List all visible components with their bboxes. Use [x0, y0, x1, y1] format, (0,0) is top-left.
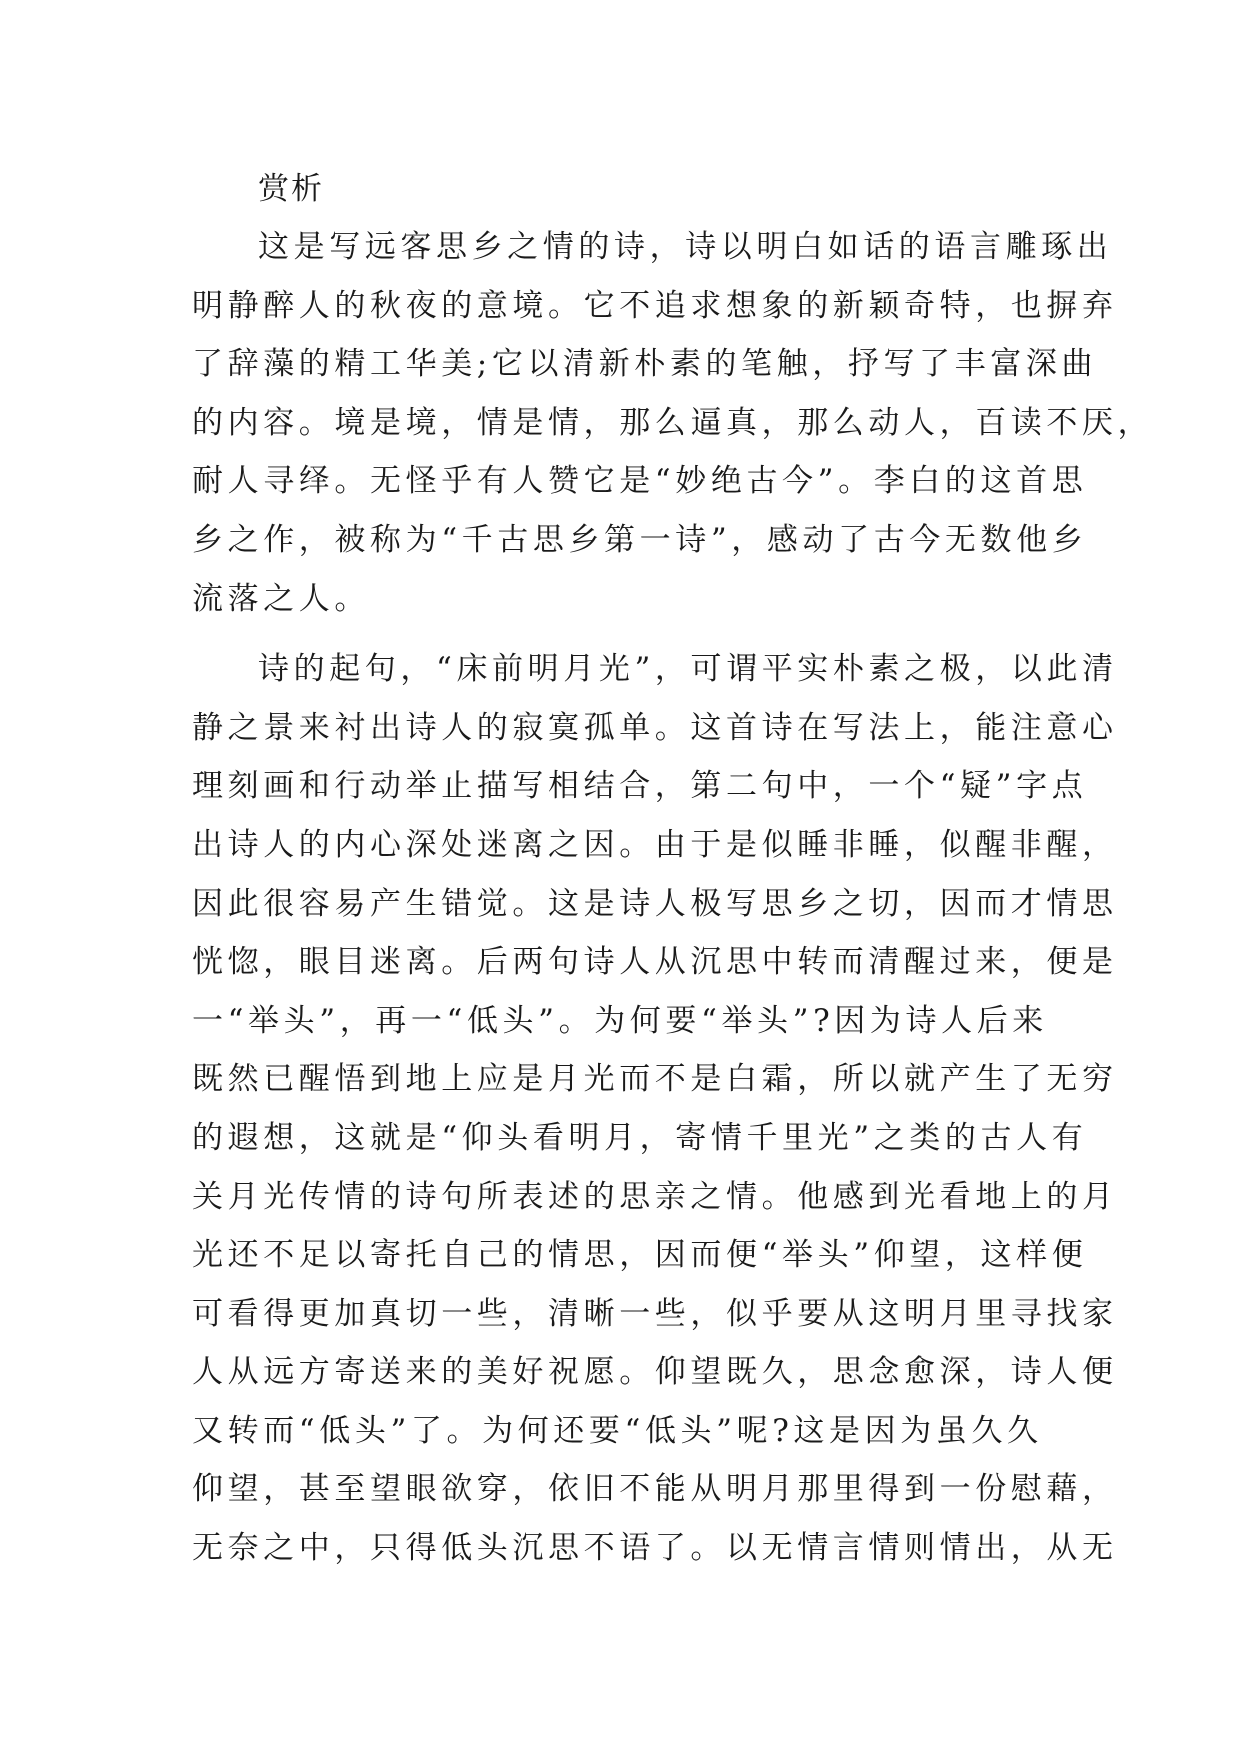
paragraph-line: 了辞藻的精工华美;它以清新朴素的笔触，抒写了丰富深曲: [192, 346, 1098, 383]
paragraph-line: 又转而“低头”了。为何还要“低头”呢?这是因为虽久久: [192, 1412, 1043, 1449]
paragraph-line: 耐人寻绎。无怪乎有人赞它是“妙绝古今”。李白的这首思: [192, 463, 1088, 500]
paragraph-line: 仰望，甚至望眼欲穿，依旧不能从明月那里得到一份慰藉，: [192, 1471, 1118, 1508]
paragraph-line: 的遐想，这就是“仰头看明月，寄情千里光”之类的古人有: [192, 1119, 1088, 1156]
paragraph-line: 关月光传情的诗句所表述的思亲之情。他感到光看地上的月: [192, 1178, 1118, 1215]
paragraph-line: 无奈之中，只得低头沉思不语了。以无情言情则情出，从无: [192, 1530, 1118, 1567]
paragraph-2: [192, 640, 1118, 1578]
paragraph-line: 的内容。境是境，情是情，那么逼真，那么动人，百读不厌，: [192, 404, 1154, 441]
document-page: [192, 160, 1154, 1578]
paragraph-line: 明静醉人的秋夜的意境。它不追求想象的新颖奇特，也摒弃: [192, 287, 1118, 324]
paragraph-line: 出诗人的内心深处迷离之因。由于是似睡非睡，似醒非醒，: [192, 826, 1118, 863]
paragraph-gap: [192, 628, 1052, 640]
paragraph-line: 可看得更加真切一些，清晰一些，似乎要从这明月里寻找家: [192, 1295, 1118, 1332]
paragraph-line: 一“举头”，再一“低头”。为何要“举头”?因为诗人后来: [192, 1002, 1048, 1039]
paragraph-line: 因此很容易产生错觉。这是诗人极写思乡之切，因而才情思: [192, 885, 1118, 922]
paragraph-line: 理刻画和行动举止描写相结合，第二句中，一个“疑”字点: [192, 768, 1088, 805]
paragraph-line: 既然已醒悟到地上应是月光而不是白霜，所以就产生了无穷: [192, 1061, 1118, 1098]
paragraph-line: 恍惚，眼目迷离。后两句诗人从沉思中转而清醒过来，便是: [192, 944, 1118, 981]
paragraph-line: 人从远方寄送来的美好祝愿。仰望既久，思念愈深，诗人便: [192, 1354, 1118, 1391]
section-heading: 赏析: [258, 171, 324, 207]
paragraph-1: [192, 218, 1154, 628]
paragraph-line: 乡之作，被称为“千古思乡第一诗”，感动了古今无数他乡: [192, 521, 1088, 558]
paragraph-line: 光还不足以寄托自己的情思，因而便“举头”仰望，这样便: [192, 1237, 1088, 1274]
paragraph-line: 流落之人。: [192, 580, 370, 617]
paragraph-line: 这是写远客思乡之情的诗，诗以明白如话的语言雕琢出: [258, 229, 1113, 265]
paragraph-line: 静之景来衬出诗人的寂寞孤单。这首诗在写法上，能注意心: [192, 709, 1118, 746]
paragraph-line: 诗的起句，“床前明月光”，可谓平实朴素之极，以此清: [258, 651, 1118, 688]
